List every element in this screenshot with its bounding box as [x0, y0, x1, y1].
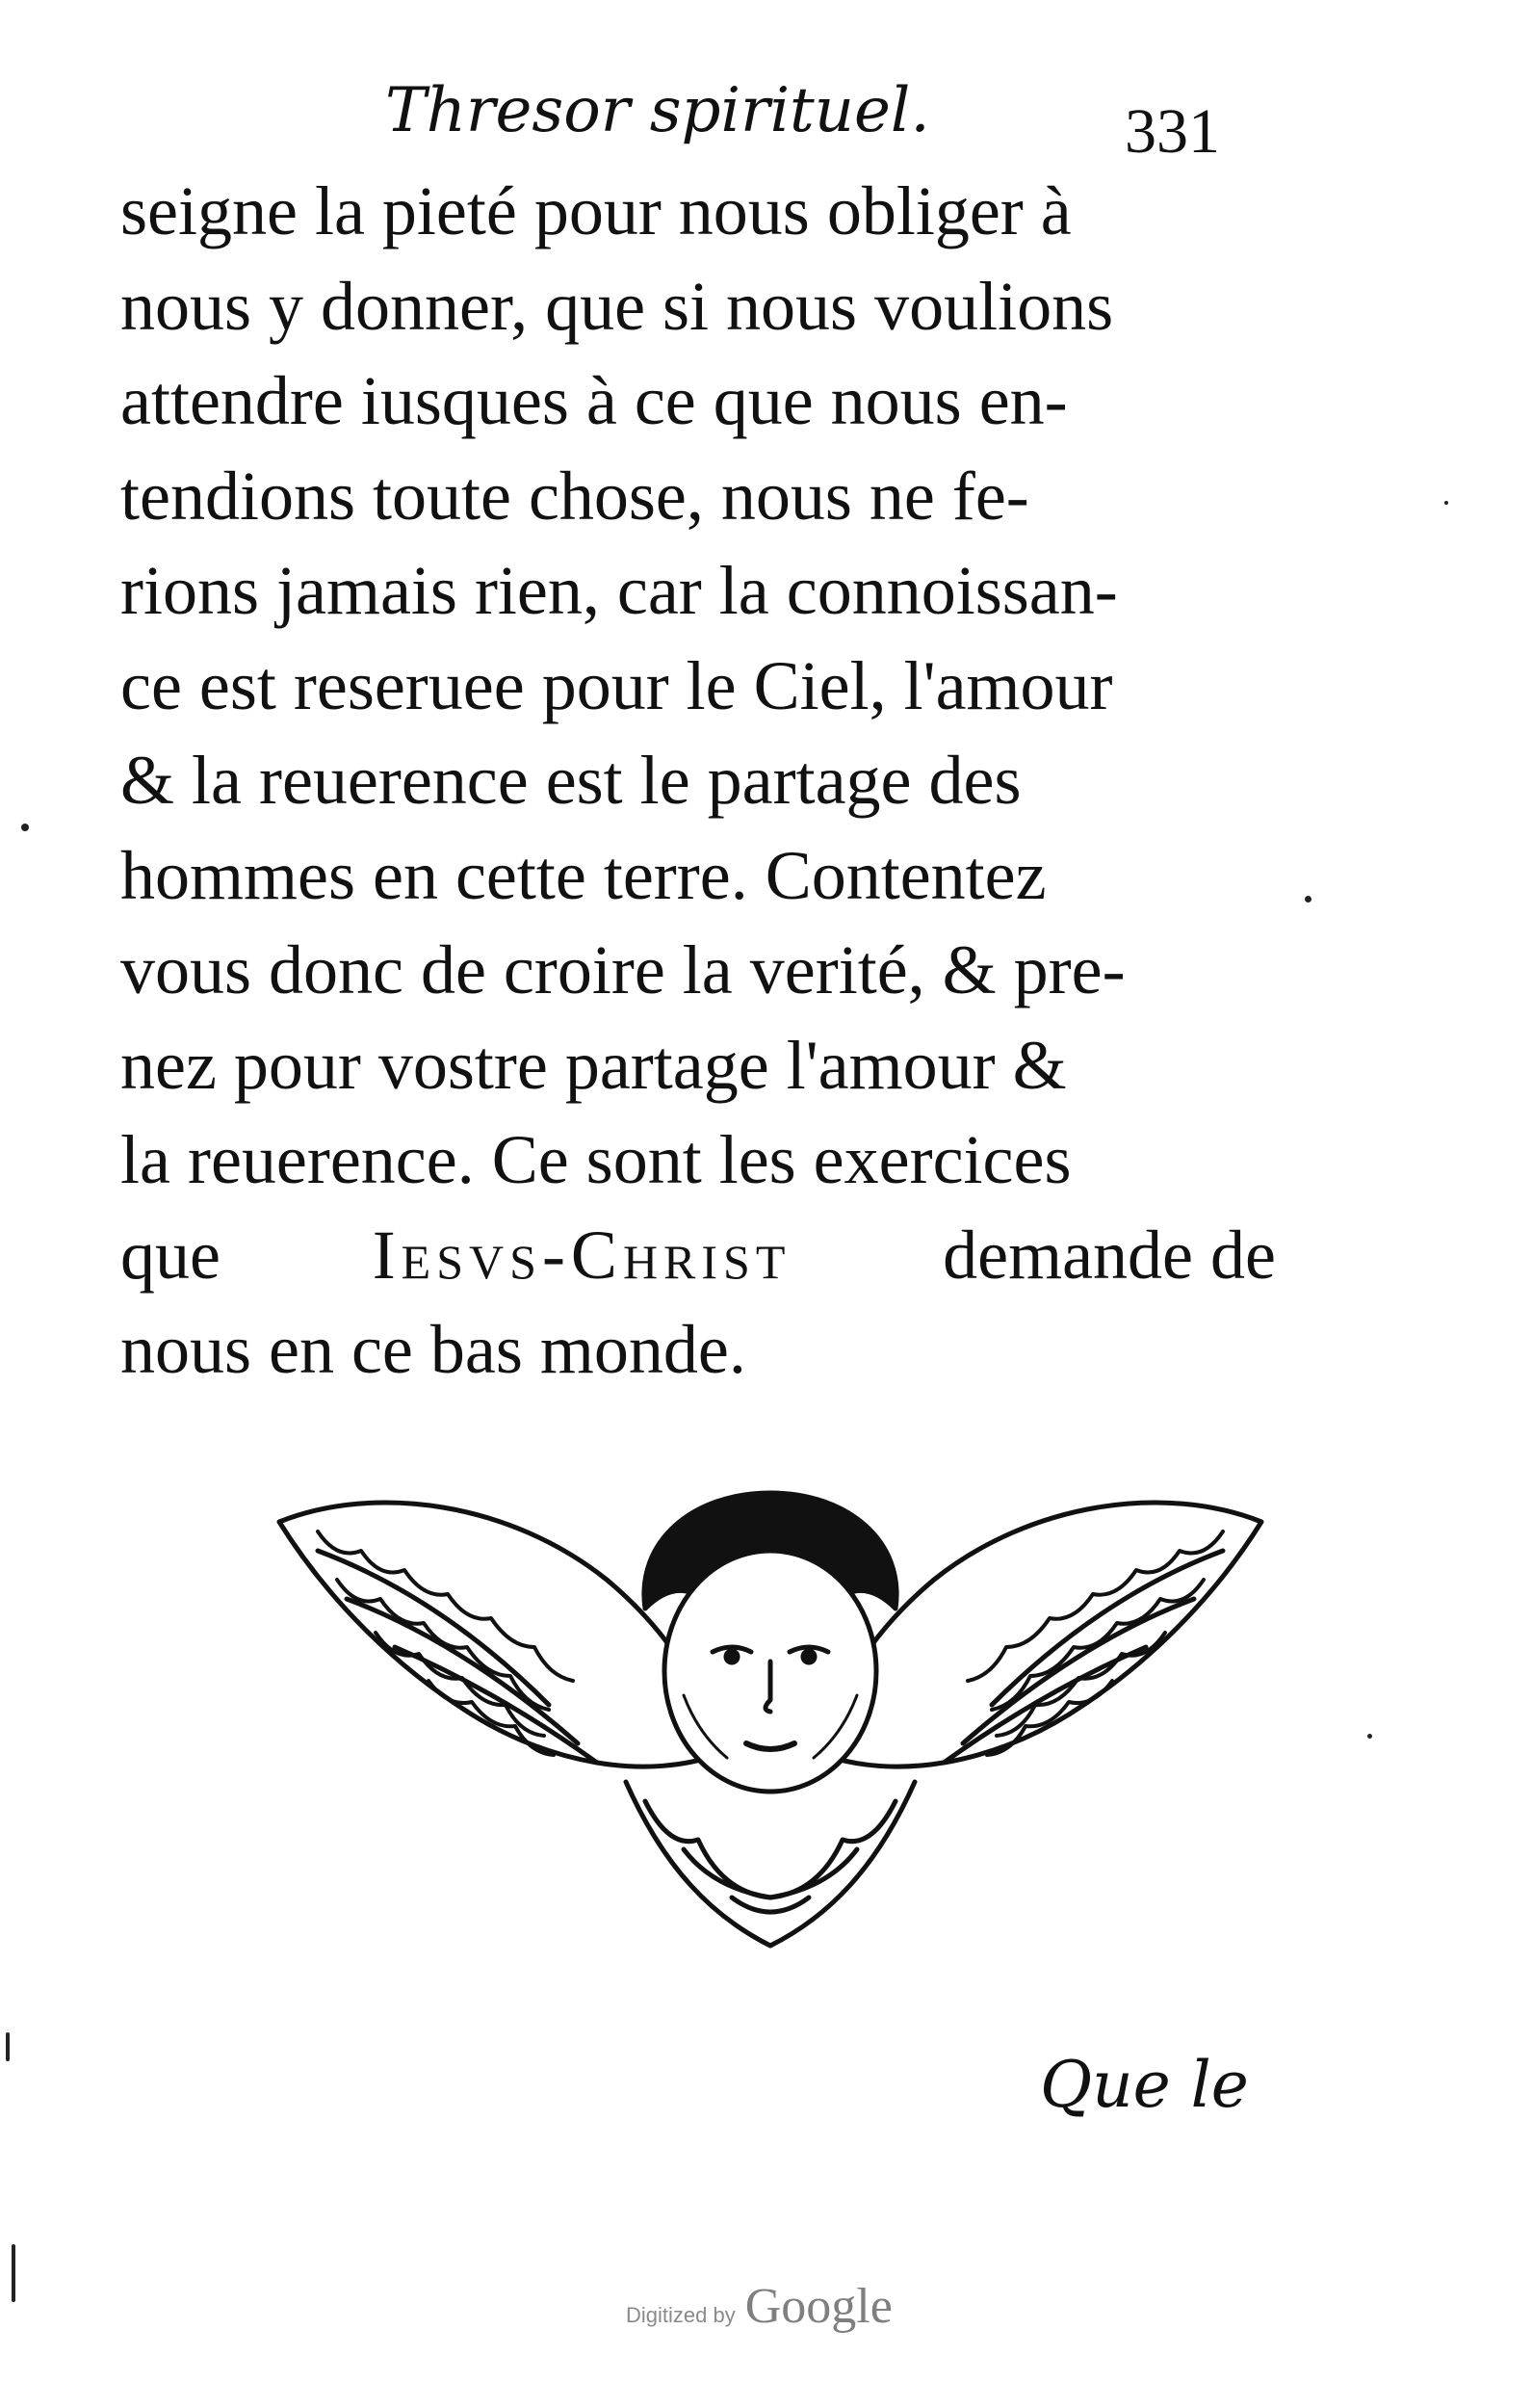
ink-speck	[1305, 896, 1311, 903]
page-number: 331	[1125, 96, 1220, 167]
ink-speck	[6, 2032, 10, 2061]
cherub-ornament	[260, 1464, 1281, 1984]
text-line: & la reuerence est le partage des	[120, 742, 1022, 819]
digitized-watermark	[626, 2278, 944, 2345]
text-line: hommes en cette terre. Contentez	[120, 836, 1047, 914]
ink-speck	[21, 824, 29, 831]
text-line: rions jamais rien, car la connoissan-	[120, 552, 1118, 629]
ink-speck	[1444, 501, 1448, 505]
running-title: Thresor spirituel.	[385, 75, 930, 146]
text-line: ce est reseruee pour le Ciel, l'amour	[120, 646, 1113, 724]
catchword: Que le	[1040, 2048, 1249, 2122]
text-line: nous en ce bas monde.	[120, 1311, 746, 1388]
text-line: nous y donner, que si nous voulions	[120, 267, 1114, 345]
text-line: vous donc de croire la verité, & pre-	[120, 931, 1126, 1008]
text-line: que Iesvs-Christ demande de	[120, 1208, 1276, 1303]
text-line: tendions toute chose, nous ne fe-	[120, 457, 1029, 535]
ink-speck	[1367, 1734, 1372, 1739]
watermark-brand: Google	[744, 2279, 893, 2334]
body-text	[120, 164, 1276, 1398]
text-line: attendre iusques à ce que nous en-	[120, 362, 1068, 439]
ink-speck	[12, 2244, 15, 2302]
name-jesus-christ: Iesvs-Christ	[372, 1216, 792, 1294]
text-line: seigne la pieté pour nous obliger à	[120, 172, 1072, 249]
watermark-prefix: Digitized by	[626, 2303, 736, 2327]
text-line: nez pour vostre partage l'amour &	[120, 1026, 1067, 1104]
text-line: la reuerence. Ce sont les exercices	[120, 1121, 1072, 1198]
